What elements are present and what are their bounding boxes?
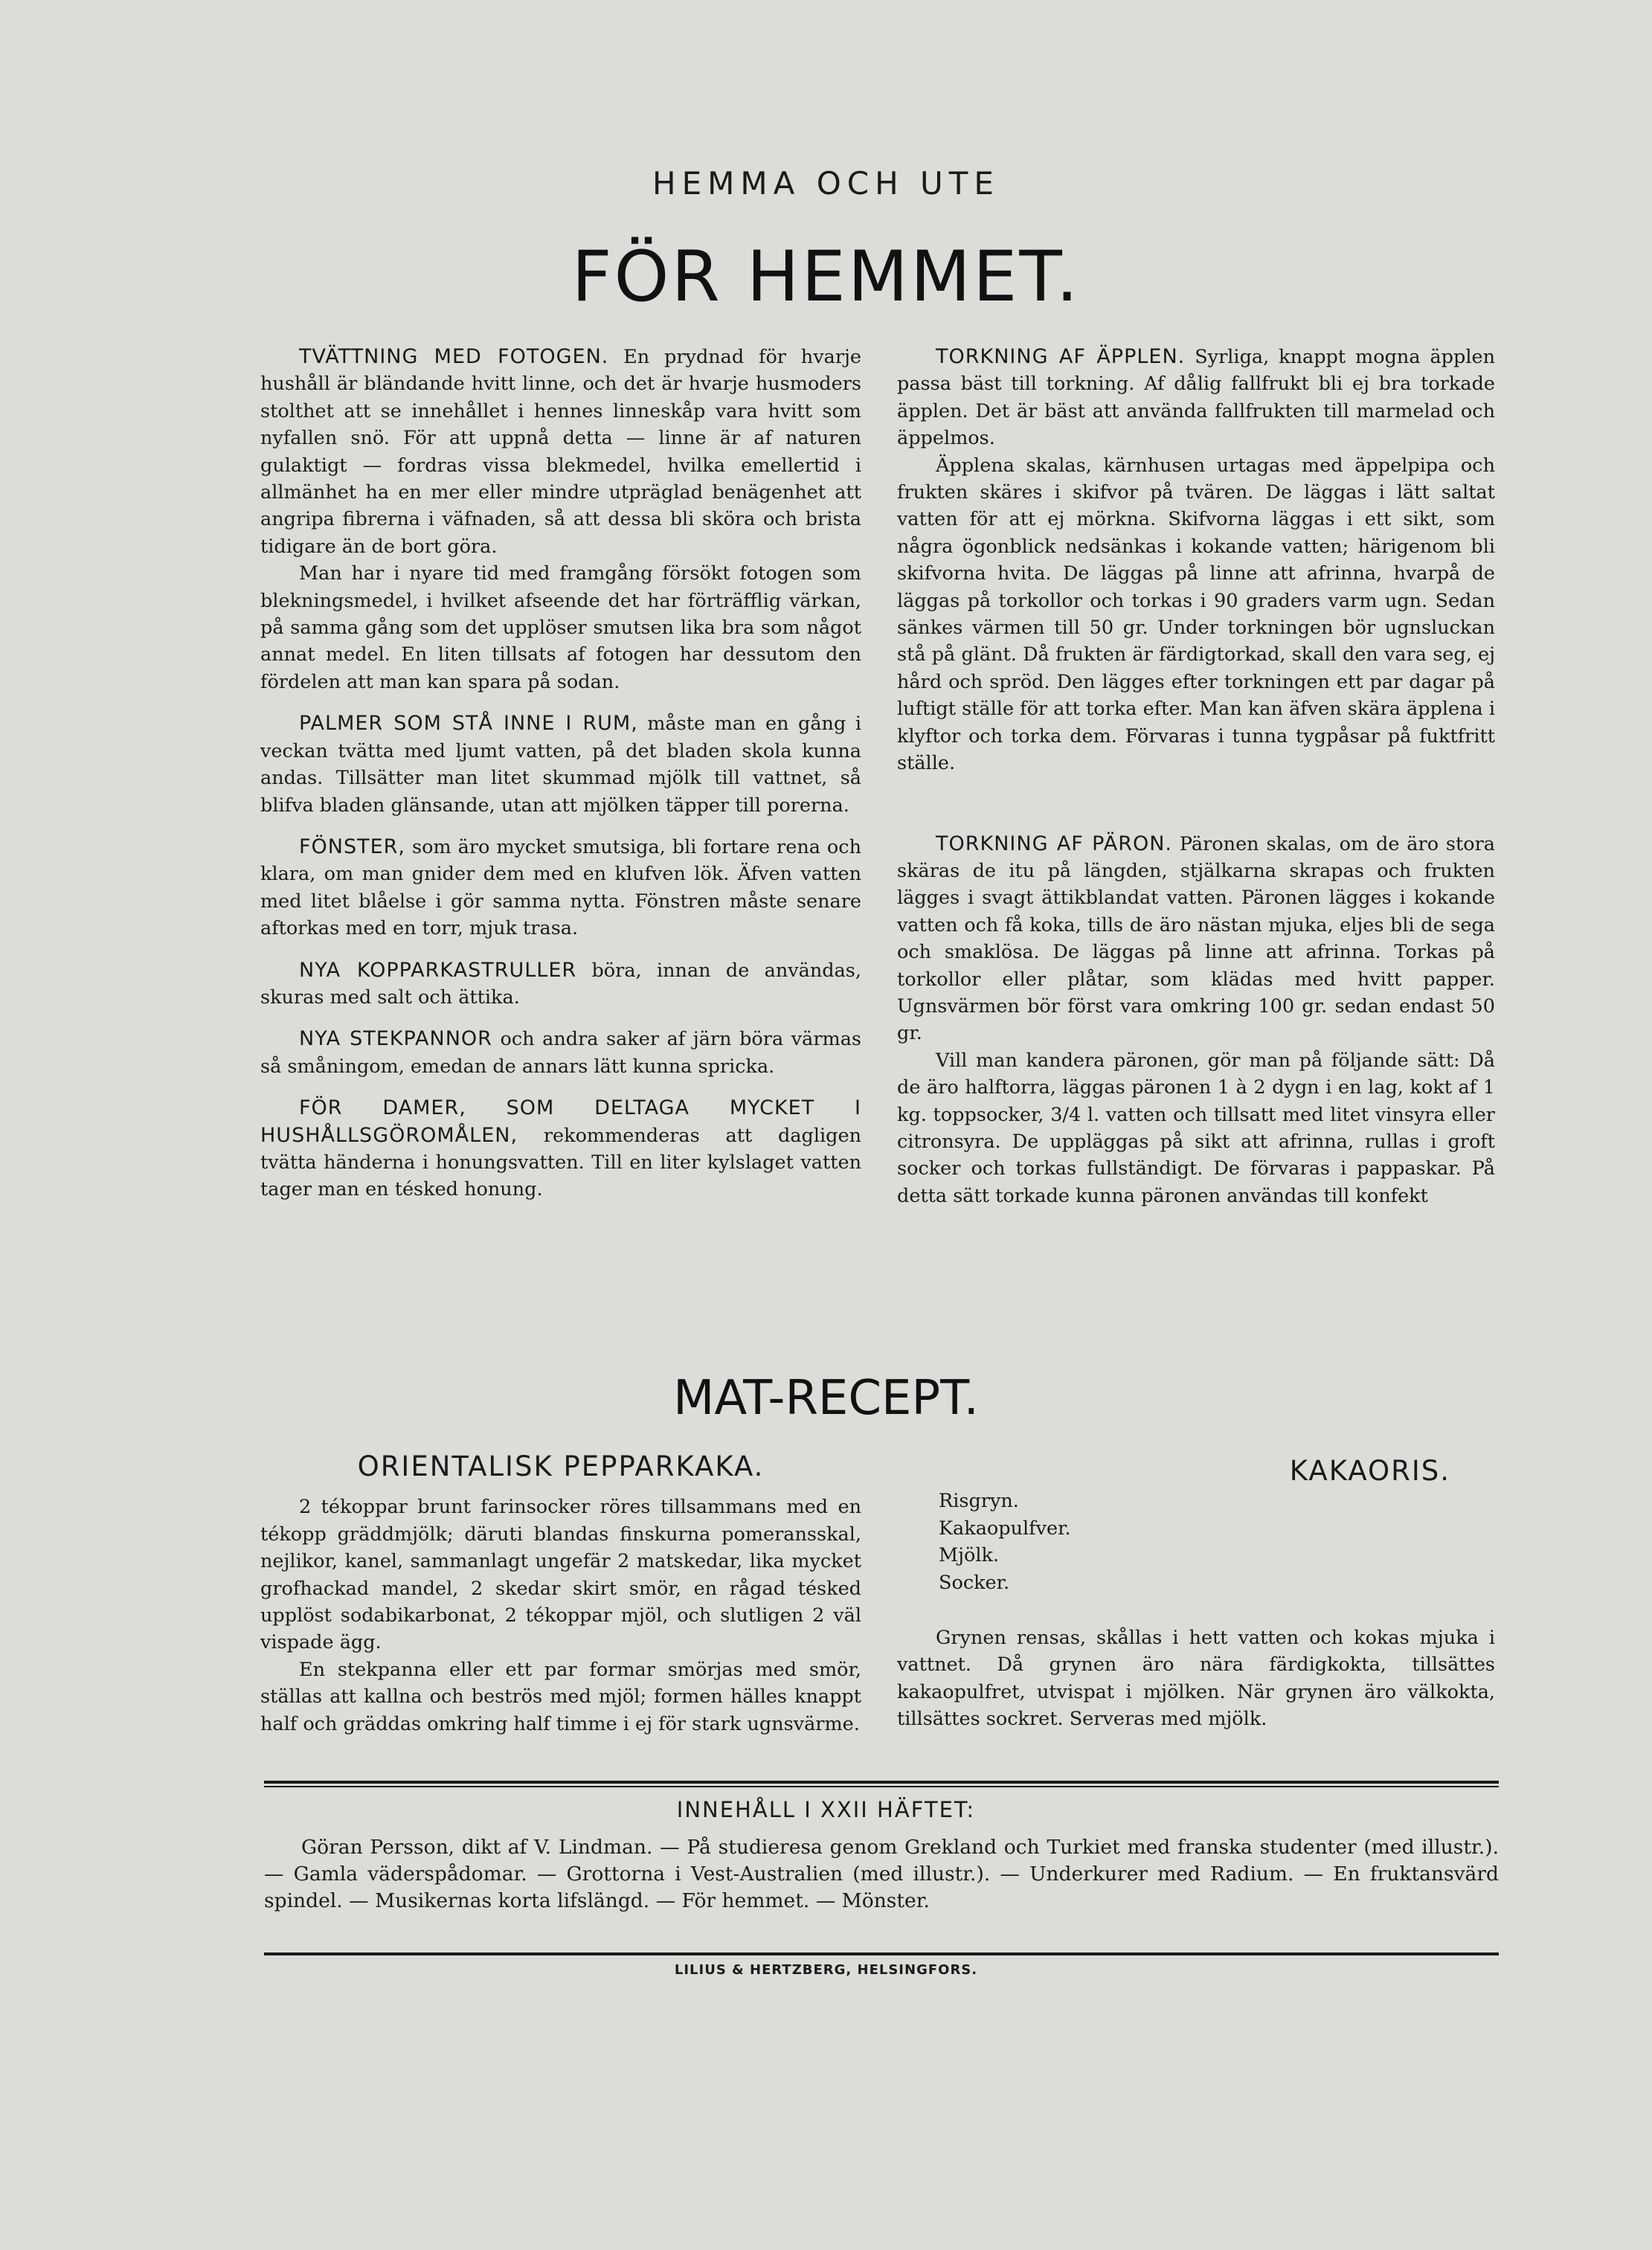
recipes-title: MAT-RECEPT. [673,1371,979,1426]
divider-double-top-1 [264,1781,1499,1784]
article-text: rekommenderas att dagligen tvätta händerna i honungsvatten. Till en liter kylslaget vatten tager man en tésked honung. [260,1124,861,1201]
section-title: FÖR HEMMET. [571,237,1081,318]
recipe-heading: ORIENTALISK PEPPARKAKA. [357,1450,765,1482]
ingredient: Mjölk. [939,1544,1000,1567]
ingredient-list [897,1488,1495,1596]
article-text: Päronen skalas, om de äro stora skäras de itu på längden, stjälkarna skrapas och frukten lägges i svagt ättikblandat vatten. Päronen lägges i kokande vatten och få koka, tills de äro nästan mjuka, eljes bli de sega och smaklösa. De läggas på linne att afrinna. Torkas på torkollor eller plåtar, som klädas med hvitt papper. Ugnsvärmen bör först vara omkring 100 gr. sedan endast 50 gr. [897,832,1495,1045]
article-lead: FÖR DAMER, SOM DELTAGA MYCKET I HUSHÅLLSGÖROMÅLEN, [260,1096,861,1147]
recipe-heading: KAKAORIS. [1289,1455,1450,1487]
article-text: böra, innan de användas, skuras med salt och ättika. [260,959,861,1009]
ingredient: Socker. [939,1571,1010,1594]
divider-double-top-2 [264,1786,1499,1787]
article-lead: TORKNING AF ÄPPLEN. [936,345,1186,368]
contents-body [264,1834,1499,1915]
printer-imprint: LILIUS & HERTZBERG, HELSINGFORS. [674,1962,978,1978]
article-text: En prydnad för hvarje hushåll är bländande hvitt linne, och det är hvarje husmoders stolthet att se innehållet i hennes linneskåp vara hvitt som nyfallen snö. För att uppnå detta — linne är af naturen gulaktigt — fordras vissa blekmedel, hvilka emellertid i allmänhet ha en mer eller mindre utpräglad benägenhet att angripa fibrerna i väfnaden, så att dessa bli sköra och brista tidigare än de bort göra. [260,346,862,558]
article-lead: TVÄTTNING MED FOTOGEN. [299,345,609,368]
article-text: Vill man kandera päronen, gör man på följande sätt: Då de äro halftorra, läggas päronen 1 à 2 dygn i en lag, kokt af 1 kg. toppsocker, 3/4 l. vatten och tillsatt med litet vinsyra eller citronsyra. De uppläggas på sikt att afrinna, rullas i groft socker och torkas fullständigt. De förvaras i pappaskar. På detta sätt torkade kunna päronen användas till konfekt [897,1049,1495,1207]
article-text: måste man en gång i veckan tvätta med ljumt vatten, på det bladen skola kunna andas. Tillsätter man litet skummad mjölk till vattnet, så blifva bladen glänsande, utan att mjölken täpper till porerna. [260,713,861,817]
article-paragraph [897,452,1495,777]
article-text: och andra saker af järn böra värmas så småningom, emedan de annars lätt kunna spricka. [260,1028,861,1078]
article-damer [260,1095,861,1203]
article-lead: NYA KOPPARKASTRULLER [299,958,577,982]
ingredient: Risgryn. [939,1490,1019,1513]
recipe-paragraph: 2 tékoppar brunt farinsocker röres tillsammans med en tékopp gräddmjölk; däruti blandas finskurna pomeransskal, nejlikor, kanel, sammanlagt ungefär 2 matskedar, lika mycket grofhackad mandel, 2 skedar skirt smör, en rågad tésked upplöst sodabikarbonat, 2 tékoppar mjöl, och slutligen 2 väl vispade ägg. [260,1496,861,1654]
running-header: HEMMA OCH UTE [652,165,1000,202]
right-column [897,344,1495,1209]
ingredient: Kakaopulfver. [939,1517,1071,1540]
contents-text: Göran Persson, dikt af V. Lindman. — På studieresa genom Grekland och Turkiet med franska studenter (med illustr.). — Gamla väderspådomar. — Grottorna i Vest-Australien (med illustr.). — Underkurer med Radium. — En fruktansvärd spindel. — Musikernas korta lifslängd. — För hemmet. — Mönster. [264,1836,1499,1912]
article-text: som äro mycket smutsiga, bli fortare rena och klara, om man gnider dem med en klufven lök. Äfven vatten med litet blåelse i gör samma nytta. Fönstren måste senare aftorkas med en torr, mjuk trasa. [260,835,861,940]
article-lead: TORKNING AF PÄRON. [936,832,1173,855]
article-torkning-applen [897,344,1495,452]
article-lead: PALMER SOM STÅ INNE I RUM, [299,712,638,736]
article-text: Äpplena skalas, kärnhusen urtagas med äppelpipa och frukten skäres i skifvor på tvären. De läggas i lätt saltat vatten för att ej mörkna. Skifvorna läggas i ett sikt, som några ögonblick nedsänkas i kokande vatten; härigenom bli skifvorna hvita. De läggas på linne att afrinna, hvarpå de läggas på torkollor och torkas i 90 graders varm ugn. Sedan sänkes värmen till 50 gr. Under torkningen bör ugnsluckan stå på glänt. Då frukten är färdigtorkad, skall den vara seg, ej hård och spröd. Den lägges efter torkningen ett par dagar på luftigt ställe för att torka efter. Man kan äfven skära äpplena i klyftor och torka dem. Förvaras i tunna tygpåsar på fuktfritt ställe. [897,454,1495,775]
article-tvattning [260,344,861,560]
recipe-paragraph: En stekpanna eller ett par formar smörjas med smör, ställas att kallna och beströs med mjöl; formen hälles knappt half och gräddas omkring half timme i ej för stark ugnsvärme. [260,1658,861,1735]
article-stekpannor [260,1026,861,1080]
article-kopparkastruller [260,957,861,1012]
article-fonster [260,834,861,942]
recipe-pepparkaka [260,1450,861,1738]
article-paragraph [897,1047,1495,1209]
article-torkning-paron [897,831,1495,1047]
article-lead: FÖNSTER, [299,835,406,858]
article-lead: NYA STEKPANNOR [299,1027,492,1051]
recipe-kakaoris [897,1455,1495,1733]
divider-bottom [264,1952,1499,1955]
article-paragraph [260,560,861,695]
recipe-paragraph: Grynen rensas, skållas i hett vatten och kokas mjuka i vattnet. Då grynen äro nära färdigkokta, tillsättes kakaopulfret, utvispat i mjölken. När grynen äro välkokta, tillsättes sockret. Serveras med mjölk. [897,1627,1495,1731]
article-text: Man har i nyare tid med framgång försökt fotogen som blekningsmedel, i hvilket afseende det har förträfflig värkan, på samma gång som det upplöser smutsen lika bra som något annat medel. En liten tillsats af fotogen har dessutom den fördelen att man kan spara på sodan. [260,562,861,693]
contents-heading: INNEHÅLL I XXII HÄFTET: [676,1797,976,1822]
article-text: Syrliga, knappt mogna äpplen passa bäst till torkning. Af dålig fallfrukt bli ej bra torkade äpplen. Det är bäst att använda fallfrukten till marmelad och äppelmos. [897,346,1495,450]
article-palmer [260,710,861,819]
left-column [260,344,861,1203]
